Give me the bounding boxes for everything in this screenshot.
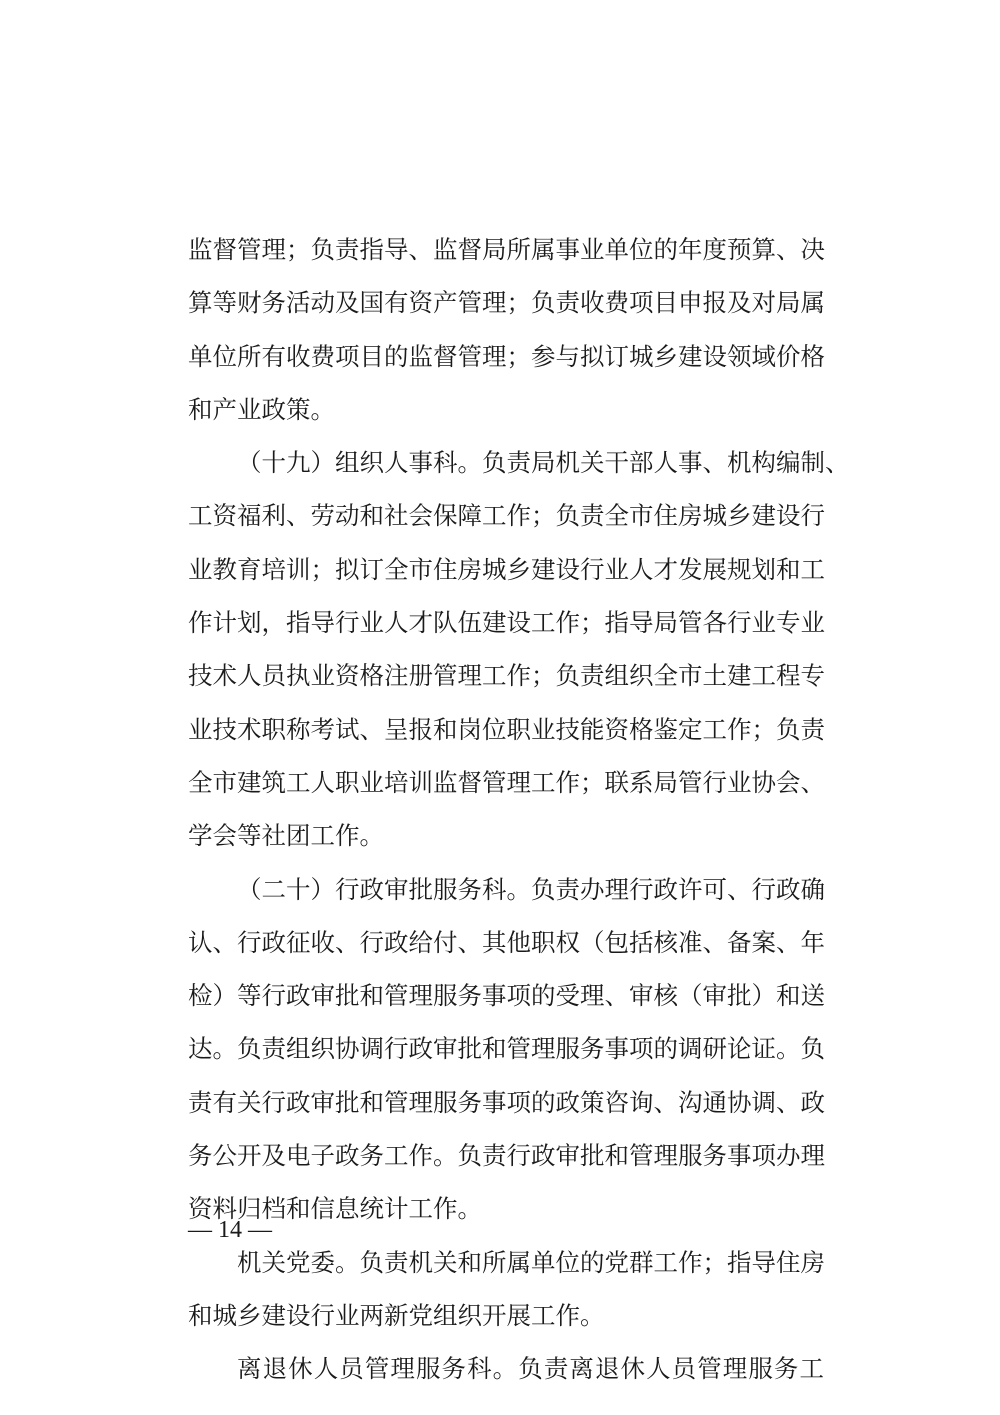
text-line: 务公开及电子政务工作。负责行政审批和管理服务事项办理 xyxy=(188,1141,825,1171)
page-number: — 14 — xyxy=(188,1217,272,1243)
text-line: 工资福利、劳动和社会保障工作；负责全市住房城乡建设行 xyxy=(188,501,825,531)
text-line: 学会等社团工作。 xyxy=(188,821,384,851)
text-line: 作计划，指导行业人才队伍建设工作；指导局管各行业专业 xyxy=(188,608,825,638)
text-line: 监督管理；负责指导、监督局所属事业单位的年度预算、决 xyxy=(188,235,825,264)
text-line: 算等财务活动及国有资产管理；负责收费项目申报及对局属 xyxy=(188,288,825,318)
text-line: 离退休人员管理服务科。负责离退休人员管理服务工 xyxy=(237,1354,824,1384)
text-line: 单位所有收费项目的监督管理；参与拟订城乡建设领域价格 xyxy=(188,341,825,371)
body-text xyxy=(188,223,850,1396)
text-line: 技术人员执业资格注册管理工作；负责组织全市土建工程专 xyxy=(188,661,825,691)
text-line: 和城乡建设行业两新党组织开展工作。 xyxy=(188,1300,605,1330)
text-line: 检）等行政审批和管理服务事项的受理、审核（审批）和送 xyxy=(188,981,825,1011)
text-line: 资料归档和信息统计工作。 xyxy=(188,1194,482,1224)
text-line: （十九）组织人事科。负责局机关干部人事、机构编制、 xyxy=(237,448,850,478)
text-line: 认、行政征收、行政给付、其他职权（包括核准、备案、年 xyxy=(188,927,825,957)
text-line: 业教育培训；拟订全市住房城乡建设行业人才发展规划和工 xyxy=(188,554,825,584)
text-line: 达。负责组织协调行政审批和管理服务事项的调研论证。负 xyxy=(188,1034,825,1064)
text-line: 和产业政策。 xyxy=(188,394,335,424)
text-line: （二十）行政审批服务科。负责办理行政许可、行政确 xyxy=(237,874,825,904)
text-line: 机关党委。负责机关和所属单位的党群工作；指导住房 xyxy=(237,1247,825,1277)
text-line: 业技术职称考试、呈报和岗位职业技能资格鉴定工作；负责 xyxy=(188,714,825,744)
text-line: 全市建筑工人职业培训监督管理工作；联系局管行业协会、 xyxy=(188,767,825,797)
text-line: 责有关行政审批和管理服务事项的政策咨询、沟通协调、政 xyxy=(188,1087,825,1117)
